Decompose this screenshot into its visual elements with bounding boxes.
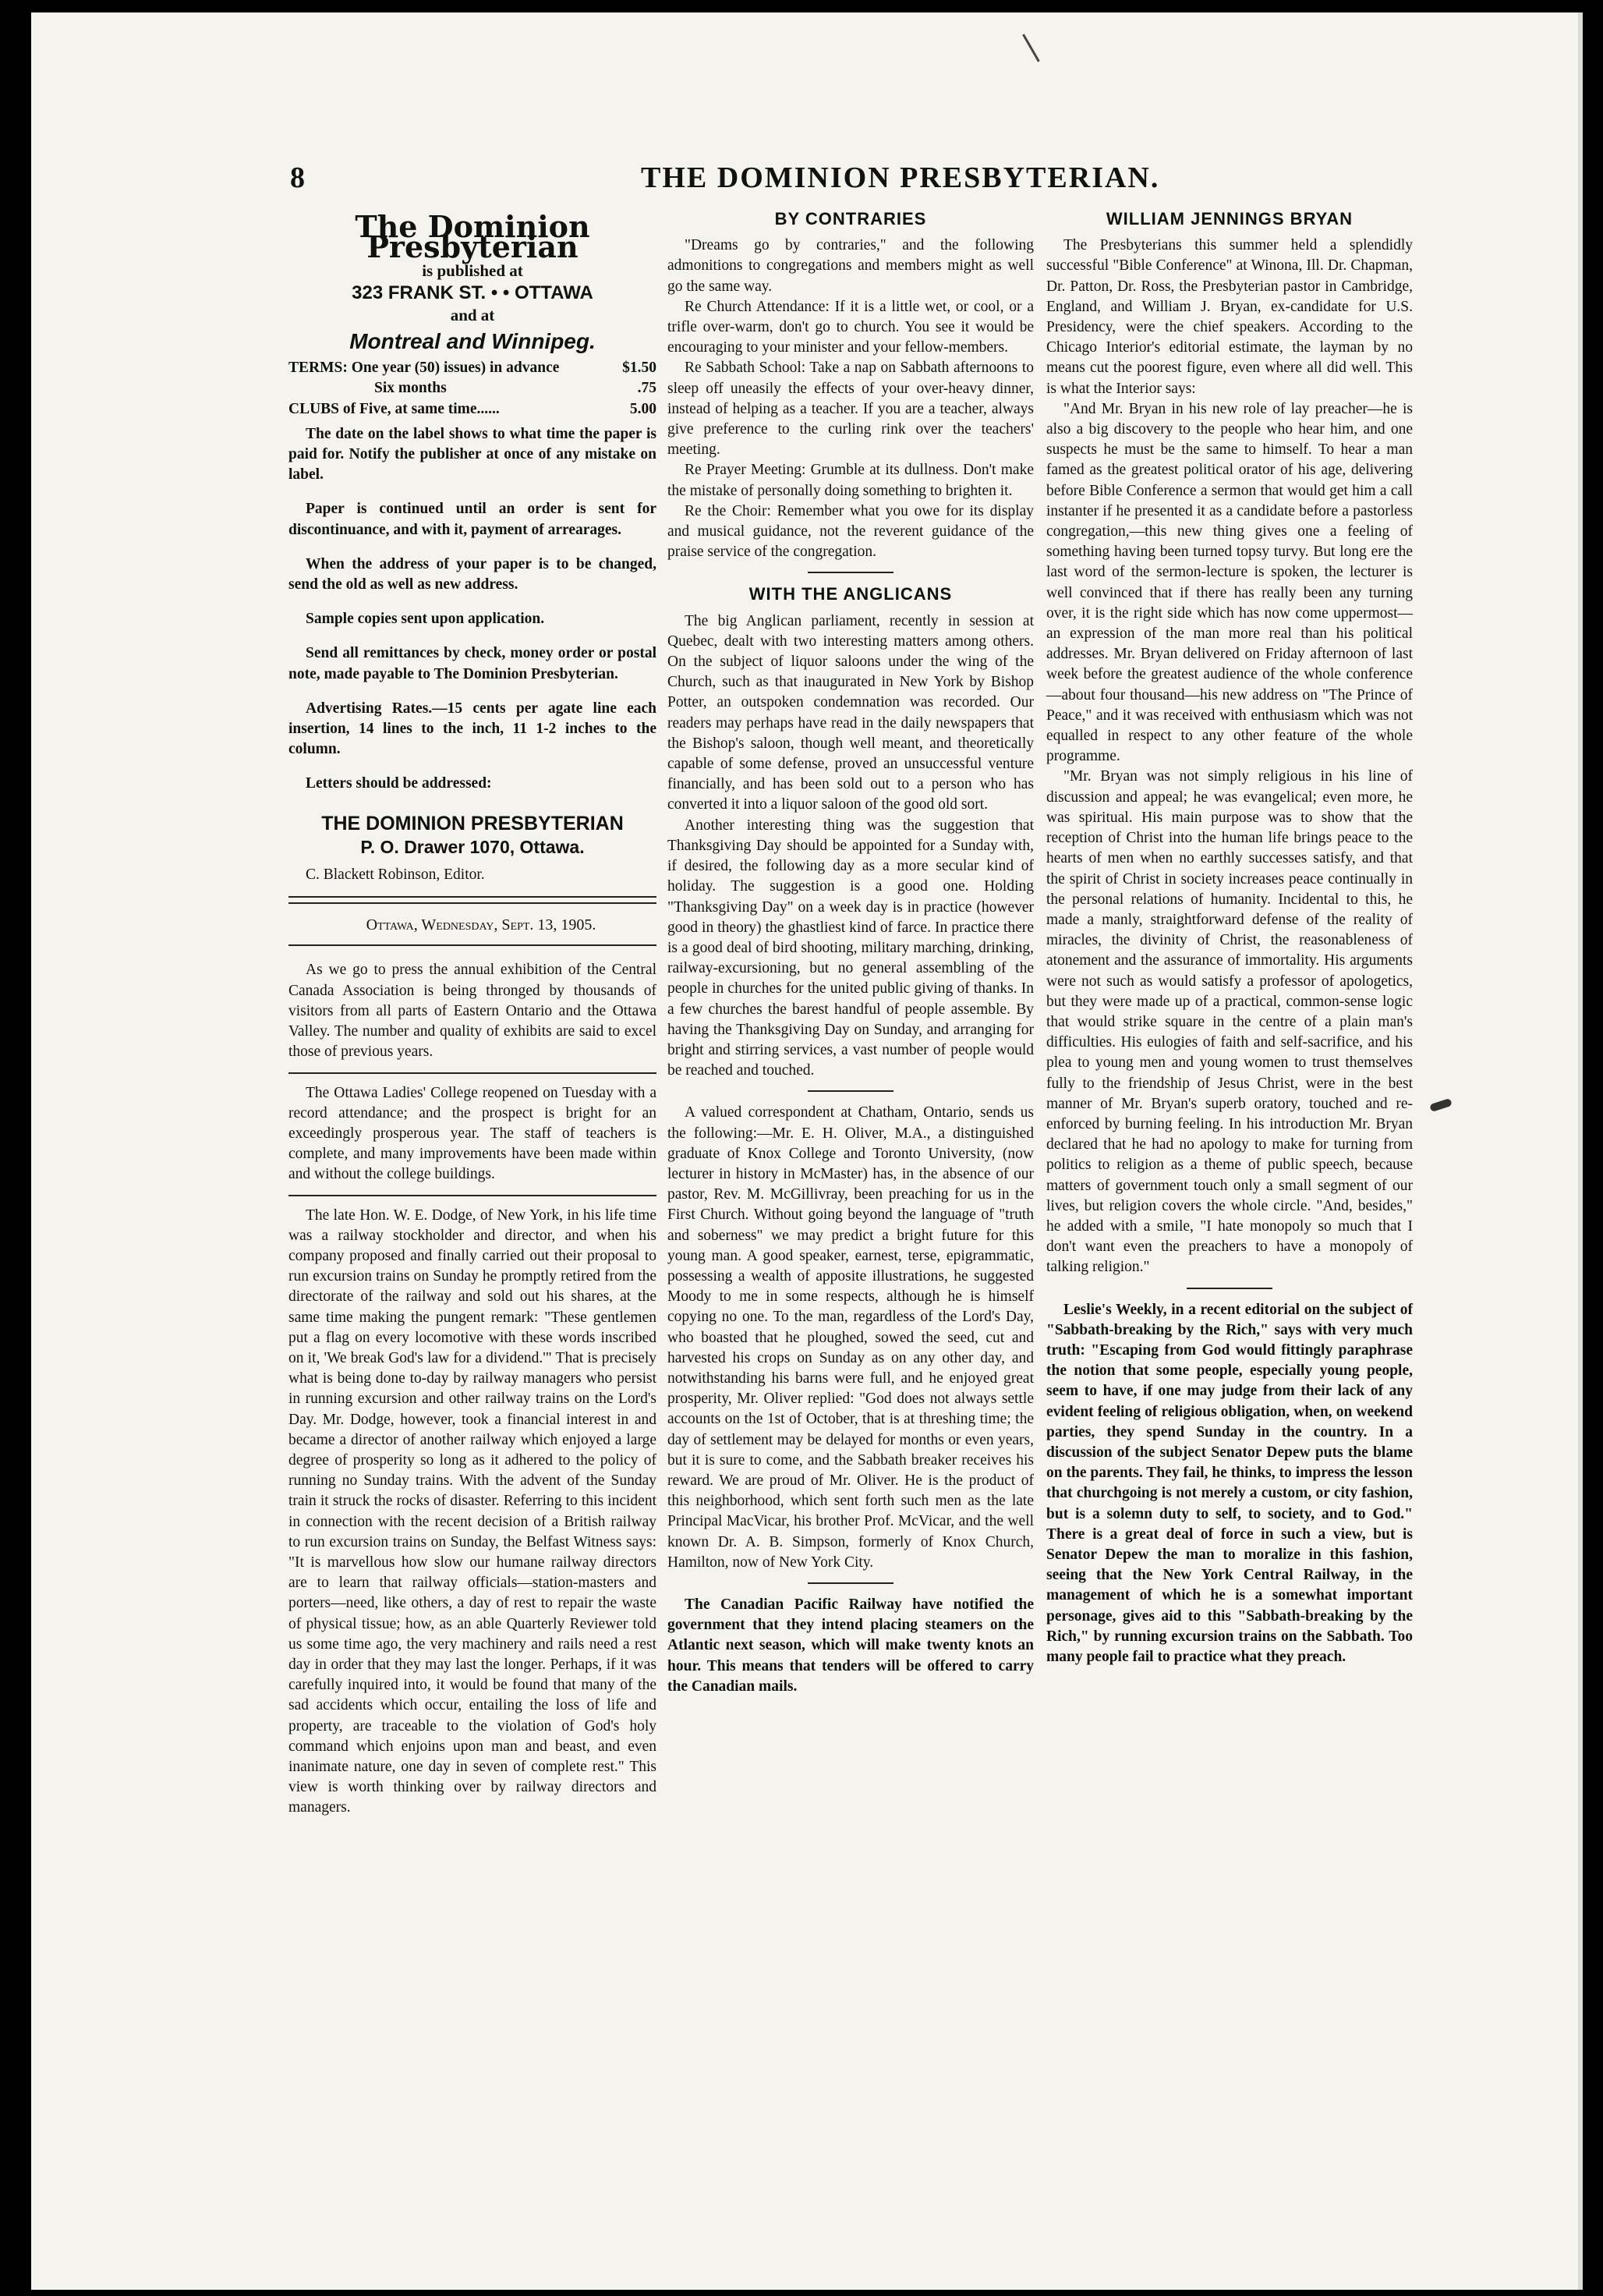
notice: Advertising Rates.—15 cents per agate line each insertion, 14 lines to the inch, 11 1-2 inches to the column. — [288, 700, 656, 758]
notice: Paper is continued until an order is sent for discontinuance, and with it, payment of arrearages. — [288, 501, 656, 538]
page-number: 8 — [290, 161, 305, 194]
column-1 — [288, 207, 656, 1819]
notice: The date on the label shows to what time the paper is paid for. Notify the publisher at once of any mistake on label. — [288, 425, 656, 484]
heading-with-the-anglicans: WITH THE ANGLICANS — [748, 584, 953, 604]
publisher-notices — [288, 424, 656, 795]
paragraph: "And Mr. Bryan in his new role of lay preacher—he is also a big discovery to the people who hear him, and one suspects he must be the same to himself. To hear a man famed as the greatest political orator of his age, delivering before Bible Conference a sermon that would get him a call instanter if he presented it as a candidate before a pastorless congregation,—this new thing gives one a feeling of something having been turned topsy turvy. But long ere the last word of the sermon-lecture is spoken, the lecturer is well convinced that if there has really been any turning over, it is the right side which has now come uppermost—an expression of the man more real than his political addresses. Mr. Bryan delivered on Friday afternoon of last week before the greatest audience of the whole conference—about four thousand—his new address on "The Prince of Peace," and it was received with enthusiasm which was not equalled in respect to any other feature of the whole programme. — [1046, 400, 1413, 765]
rule — [288, 1195, 656, 1196]
address-line: P. O. Drawer 1070, Ottawa. — [360, 836, 585, 857]
notice: Letters should be addressed: — [306, 775, 492, 792]
publisher-address: 323 FRANK ST. • • OTTAWA — [352, 282, 593, 303]
paragraph-dodge: The late Hon. W. E. Dodge, of New York, in his life time was a railway stockholder and director, and when his company proposed and finally carried out their proposal to run excursion trains on Sunday he promptly retired from the directorate of the railway and sold out his shares, at the same time making the pungent remark: "These gentlemen put a flag on every locomotive with these words inscribed on it, 'We break God's law for a dividend.'" That is precisely what is being done to-day by railway managers who persist in running excursion and other railway trains on the Lord's Day. Mr. Dodge, however, took a financial interest in and became a director of another railway which enjoyed a large degree of prosperity so long as it adhered to the policy of running no Sunday trains. With the advent of the Sunday train it struck the rocks of disaster. Referring to this incident in connection with the recent decision of a British railway to run excursion trains on Sunday, the Belfast Witness says: "It is marvellous how slow our humane railway directors are to learn that railway officials—station-masters and porters—need, like others, a day of rest to repair the waste of physical tissue; how, as an able Quarterly Reviewer told us some time ago, the very machinery and rails need a rest day in order that they may last the longer. Perhaps, if it was carefully inquired into, it would be found that many of the sad accidents which occur, entailing the loss of life and property, are traceable to the violation of God's holy command which enjoins upon man and beast, and even inanimate nature, one day in seven of complete rest." This view is worth thinking over by railway directors and managers. — [288, 1206, 656, 1816]
clubs-label: CLUBS of Five, at same time...... — [288, 400, 500, 417]
six-months-value: .75 — [637, 380, 656, 397]
paragraph: Re Prayer Meeting: Grumble at its dullness. Don't make the mistake of personally doing something to brighten it. — [667, 462, 1034, 499]
rule — [288, 1072, 656, 1074]
page-edge — [1578, 12, 1583, 2290]
rule — [288, 944, 656, 946]
short-rule — [808, 1090, 894, 1092]
paragraph: The Presbyterians this summer held a splendidly successful "Bible Conference" at Winona, Ill. Dr. Chapman, Dr. Patton, Dr. Ross, the Presbyterian pastor in Cambridge, England, and William J. Bryan, ex-candidate for U.S. Presidency, were the chief speakers. According to the Chicago Interior's editorial estimate, the layman by no means cut the poorest figure, even where all did well. This is what the Interior says: — [1046, 237, 1413, 397]
scan-mark — [1022, 28, 1049, 62]
paragraph: Re the Choir: Remember what you owe for its display and musical guidance, not the reverent guidance of the praise service of the congregation. — [667, 502, 1034, 561]
subscription-terms — [288, 358, 656, 420]
heading-by-contraries: BY CONTRARIES — [774, 209, 927, 229]
terms-value: $1.50 — [622, 360, 656, 377]
paragraph-cpr: The Canadian Pacific Railway have notified the government that they intend placing steamers on the Atlantic next season, which will make twenty knots an hour. This means that tenders will be offered to carry the Canadian mails. — [667, 1596, 1034, 1695]
heading-william-jennings-bryan: WILLIAM JENNINGS BRYAN — [1106, 209, 1354, 229]
paragraph-oliver: A valued correspondent at Chatham, Ontario, sends us the following:—Mr. E. H. Oliver, M.A., a distinguished graduate of Knox College and Toronto University, (now lecturer in history in McMaster) has, in the absence of our pastor, Rev. M. McGillivray, been preaching for us in the First Church. Without going beyond the language of "truth and soberness" we may predict a bright future for this young man. A good speaker, earnest, terse, epigrammatic, possessing a wealth of apposite illustrations, he suggested Moody to me in some respects, although he is himself copying no one. To the man, regardless of the Lord's Day, who boasted that he ploughed, sowed the seed, cut and harvested his crops on Sunday as on any other day, and notwithstanding his barns were full, and he enjoyed great prosperity, Mr. Oliver replied: "God does not always settle accounts on the 1st of October, that is at threshing time; the day of settlement may be delayed for months or even years, but it is sure to come, and the Sabbath breaker receives his reward. We are proud of Mr. Oliver. He is the product of this neighborhood, which sent forth such men as the late Principal MacVicar, his brother Prof. McVicar, and the well known Dr. A. B. Simpson, formerly of Knox Church, Hamilton, now of New York City. — [667, 1104, 1034, 1571]
paragraph: The big Anglican parliament, recently in session at Quebec, dealt with two interesting matters among others. On the subject of liquor saloons under the wing of the Church, such as that inaugurated in New York by Bishop Potter, an outspoken condemnation was recorded. Our readers may perhaps have read in the daily newspapers that the Bishop's saloon, though well meant, and theoretically capable of some defense, proved an unsuccessful venture financially, and has been sold out to a person who has converted it into a liquor saloon of the good old sort. — [667, 612, 1034, 813]
notice: When the address of your paper is to be changed, send the old as well as new address. — [288, 555, 656, 593]
double-rule — [288, 896, 656, 904]
paragraph: Another interesting thing was the suggestion that Thanksgiving Day should be appointed for a Sunday with, if desired, the following day as a more secular kind of holiday. The suggestion is a good one. Holding "Thanksgiving Day" on a week day is in practice (however good in theory) the ghastliest kind of farce. In practice there is a good deal of bird shooting, military marching, drinking, railway-excursioning, but no general assembling of the people in churches for the united public giving of thanks. In a few churches the barest handful of people assemble. By having the Thanksgiving Day on Sunday, and arranging for bright and stirring services, a vast number of people would be reached and touched. — [667, 817, 1034, 1079]
paragraph-leslies-weekly: Leslie's Weekly, in a recent editorial on the subject of "Sabbath-breaking by the Rich," says with very much truth: "Escaping from God would fittingly paraphrase the notion that some people, especially young people, seem to have, if one may judge from their lack of any evident feeling of religious obligation, when, on weekend parties, they spend Sunday in the country. In a discussion of the subject Senator Depew puts the blame on the parents. They fail, he thinks, to impress the lesson that churchgoing is not merely a custom, or city fashion, but is a solemn duty to self, to society, and to God." There is a great deal of force in such a view, but is Senator Depew the man to moralize in this fashion, seeing that the New York Central Railway, in the management of which he is a somewhat important personage, gives aid to this "Sabbath-breaking by the Rich," by running excursion trains on the Sabbath. Too many people fail to practice what they preach. — [1046, 1301, 1413, 1666]
terms-row-clubs — [288, 399, 656, 420]
terms-row-year — [288, 358, 656, 378]
margin-mark — [1429, 1098, 1453, 1112]
column-2 — [667, 207, 1034, 1697]
paragraph: Re Sabbath School: Take a nap on Sabbath afternoons to sleep off uneasily the effects of your over-heavy dinner, instead of helping as a teacher. If you are a teacher, always give preference to the curling rink over the teachers' meeting. — [667, 360, 1034, 459]
paragraph-ladies-college: The Ottawa Ladies' College reopened on Tuesday with a record attendance; and the prospect is bright for an exceedingly prosperous year. The staff of teachers is complete, and many improvements have been made within and without the college buildings. — [288, 1084, 656, 1183]
notice: Send all remittances by check, money order or postal note, made payable to The Dominion Presbyterian. — [288, 645, 656, 682]
and-at: and at — [450, 305, 495, 324]
paragraph: Re Church Attendance: If it is a little wet, or cool, or a trifle over-warm, don't go to church. You see it would be encouraging to your minister and your fellow-members. — [667, 298, 1034, 356]
paragraph: "Mr. Bryan was not simply religious in his line of discussion and appeal; he was evangelical; even more, he was spiritual. His main purpose was to show that the reception of Christ into the human life brings peace to the hearts of men when no earthly successes satisfy, and that the spirit of Christ in society increases peace continually in the personal relations of humanity. Incidental to this, he made a manly, straightforward defense of the reality of miracles, the divinity of Christ, the reasonableness of atonement and the assurance of immortality. His arguments were not such as would satisfy a professor of apologetics, but they were made up of a practical, common-sense logic that would strike square in the centre of a plain man's difficulties. His eulogies of faith and self-sacrifice, and his plea to young men and young women to trust themselves fully to the friendship of Jesus Christ, were in the best manner of Mr. Bryan's superb oratory, touched and re-enforced by burning feeling. In his introduction Mr. Bryan declared that he had no apology to make for turning from politics to religion as a theme of public speech, because matters of government touch only a small segment of our lives, but religion covers the whole circle. "And, besides," he added with a smile, "I hate monopoly so much that I don't want even the preachers to have a monopoly of talking religion." — [1046, 768, 1413, 1276]
short-rule — [808, 1582, 894, 1584]
short-rule — [808, 572, 894, 573]
dateline: Ottawa, Wednesday, Sept. 13, 1905. — [366, 916, 596, 934]
address-heading: THE DOMINION PRESBYTERIAN — [321, 812, 624, 834]
masthead-title: The Dominion Presbyterian — [355, 209, 590, 265]
running-title: THE DOMINION PRESBYTERIAN. — [641, 161, 1160, 194]
paragraph: "Dreams go by contraries," and the following admonitions to congregations and members might as well go the same way. — [667, 237, 1034, 295]
terms-row-six-months — [288, 378, 656, 399]
page-header — [290, 161, 1538, 200]
short-rule — [1187, 1288, 1272, 1289]
column-3 — [1046, 207, 1413, 1667]
paragraph-exhibition: As we go to press the annual exhibition of the Central Canada Association is being thronged by thousands of visitors from all parts of Eastern Ontario and the Ottawa Valley. The number and quality of exhibits are said to excel those of previous years. — [288, 962, 656, 1061]
notice: Sample copies sent upon application. — [306, 611, 545, 628]
clubs-value: 5.00 — [629, 400, 656, 417]
six-months-label: Six months — [374, 380, 447, 397]
newspaper-page — [31, 12, 1583, 2290]
editor-line: C. Blackett Robinson, Editor. — [306, 866, 485, 884]
published-at: is published at — [422, 261, 523, 281]
terms-label: TERMS: One year (50) issues) in advance — [288, 360, 560, 377]
cities: Montreal and Winnipeg. — [349, 329, 596, 354]
